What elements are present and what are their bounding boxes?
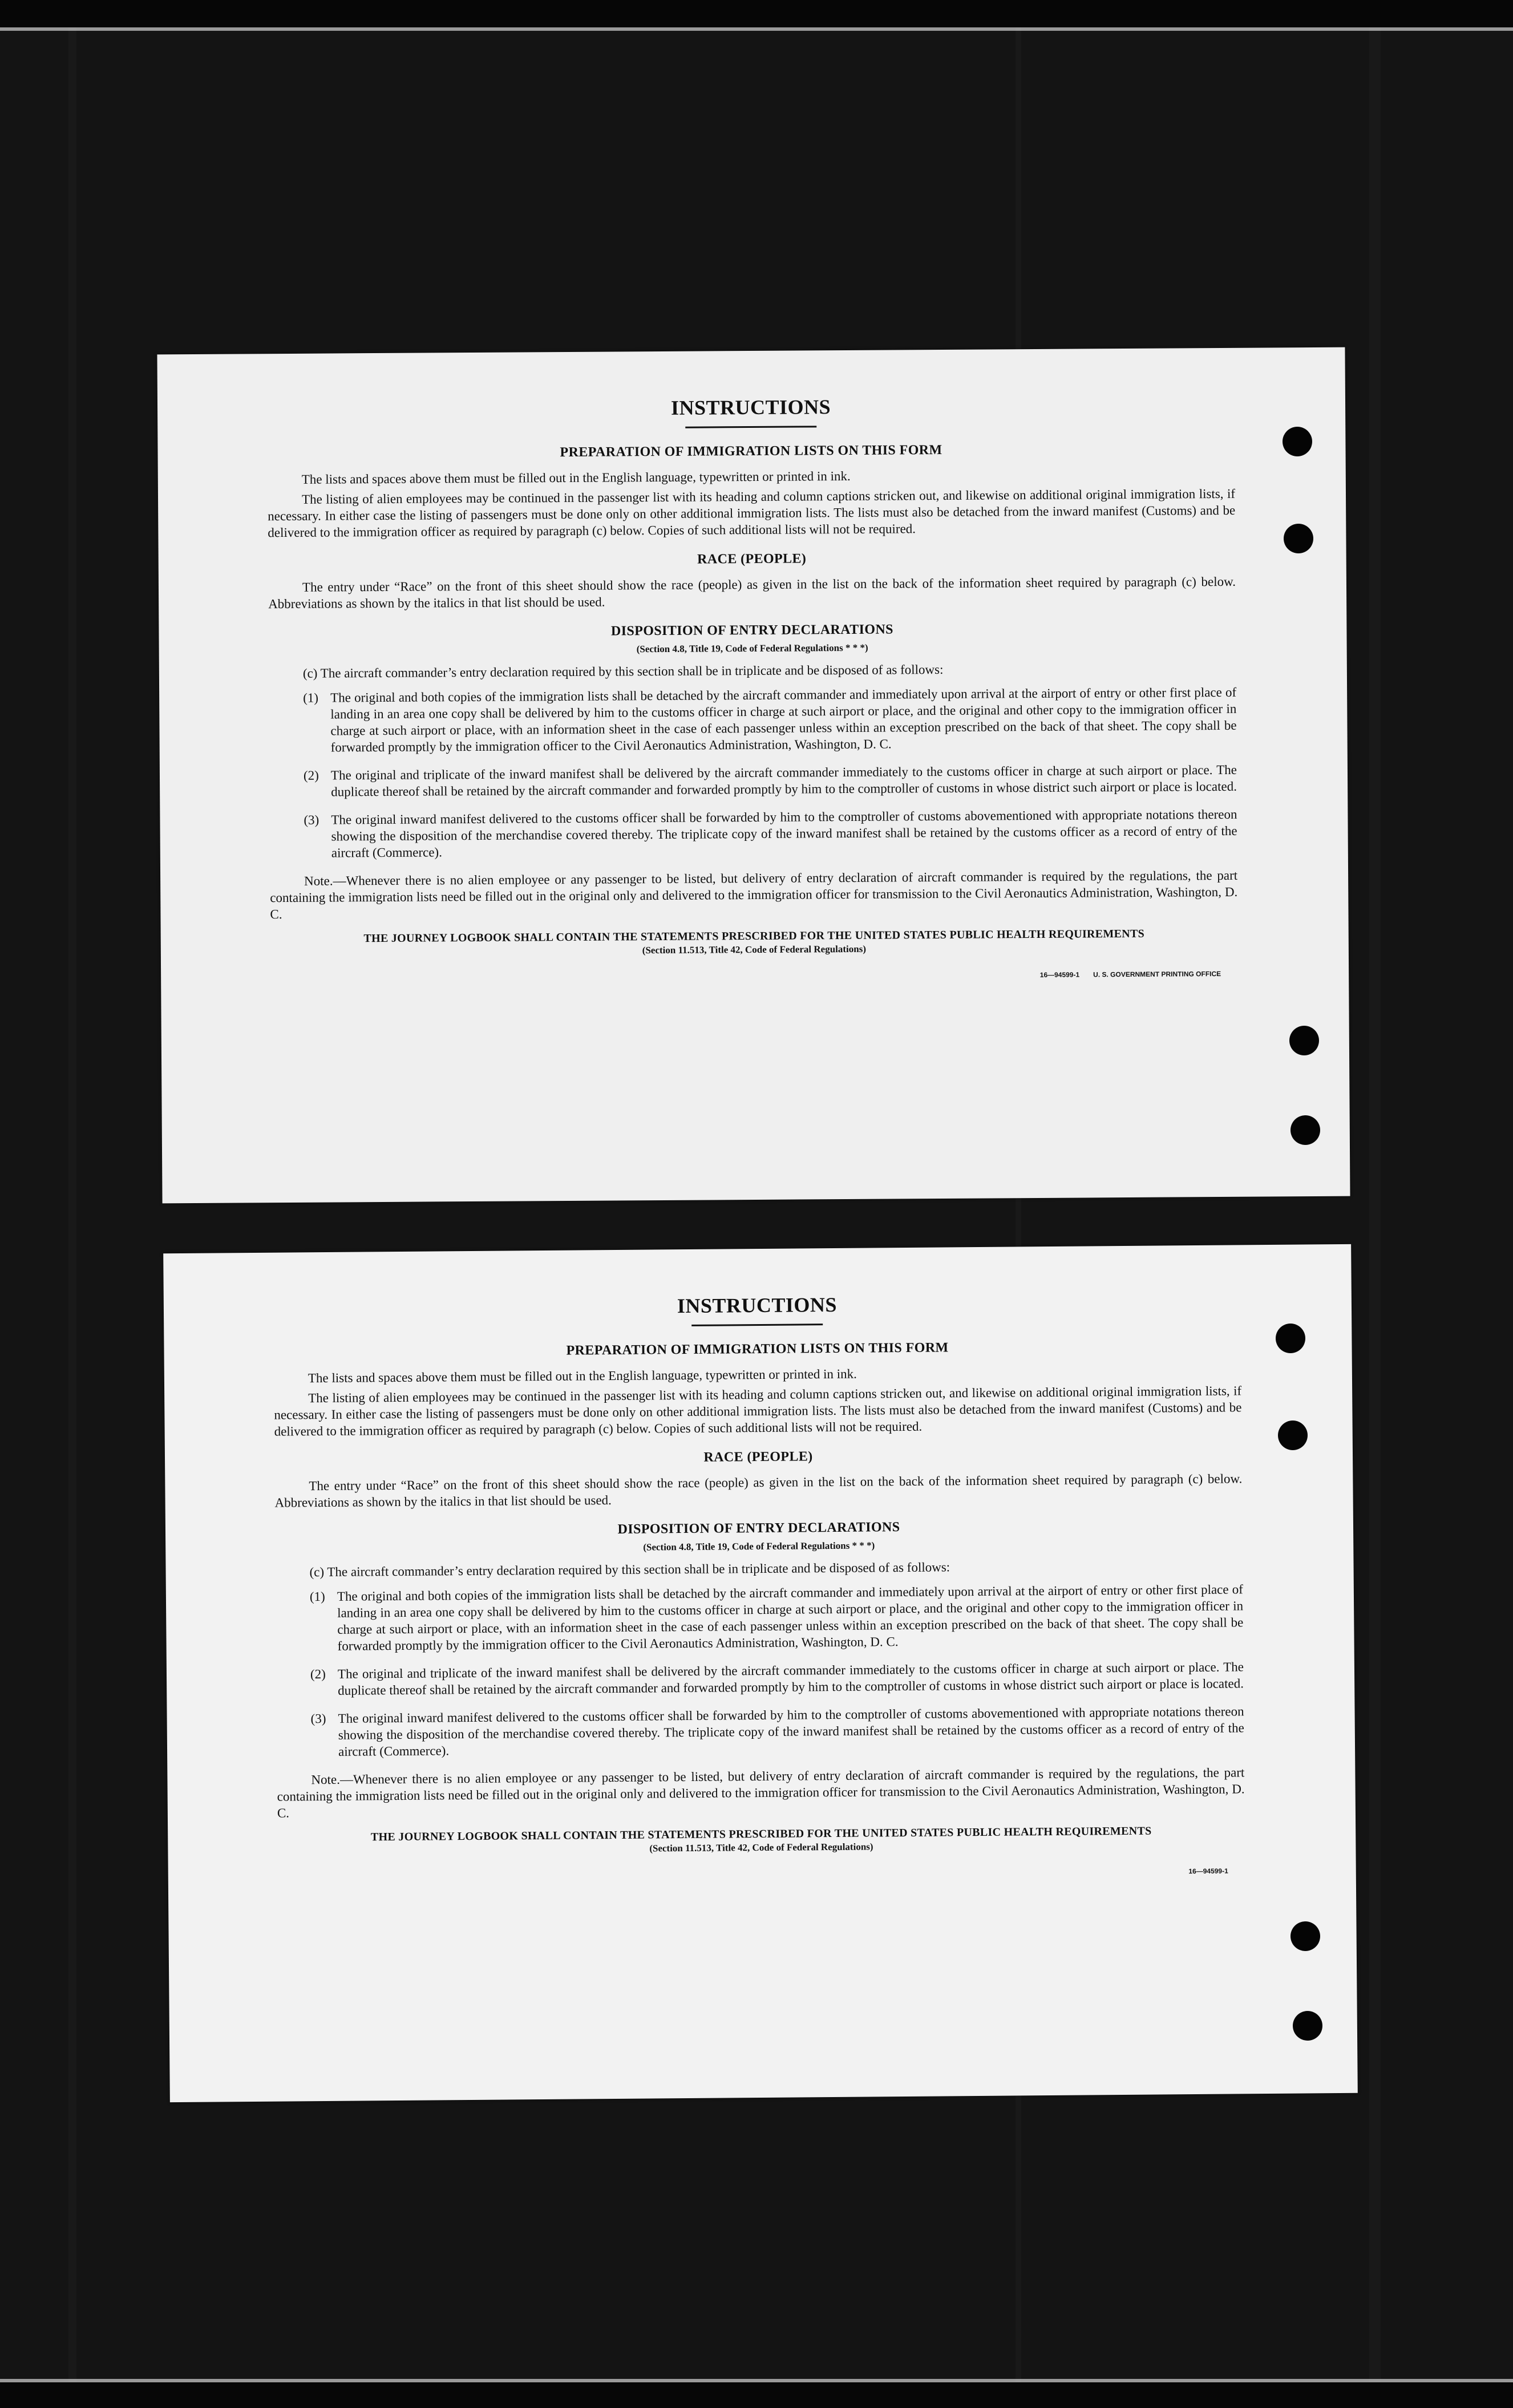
preparation-paragraph-2: The listing of alien employees may be continued in the passenger list with its heading and column captions stricken out, and likewise on additional original immigration lists, if necessary. In either case the listing of passengers must be done only on other additional immigration lists. The lists must also be detached from the inward manifest (Customs) and be delivered to the immigration officer as required by paragraph (c) below. Copies of such additional lists will not be required. (268, 486, 1236, 540)
form-footer (270, 970, 1238, 984)
item-text: The original and triplicate of the inward manifest shall be delivered by the aircraft commander immediately to the customs officer in charge at such airport or place. The duplicate thereof shall be retained by the aircraft commander and forwarded promptly by him to the comptroller of customs in whose district such airport or place is located. (330, 762, 1237, 799)
item-number: (3) (310, 1711, 326, 1726)
punch-hole (1289, 1026, 1319, 1055)
race-paragraph: The entry under “Race” on the front of this sheet should show the race (people) as given in the list on the back of the information sheet required by paragraph (c) below. Abbreviations as shown by the italics in that list should be used. (274, 1471, 1243, 1510)
journey-logbook-statement: THE JOURNEY LOGBOOK SHALL CONTAIN THE STATEMENTS PRESCRIBED FOR THE UNITED STATES PUBLIC HEALTH REQUIREMENTS (370, 1824, 1152, 1844)
disposition-heading: DISPOSITION OF ENTRY DECLARATIONS (610, 622, 893, 639)
punch-hole (1276, 1324, 1305, 1353)
form-number: 16—94599-1 (1188, 1867, 1228, 1876)
item-text: The original and both copies of the immigration lists shall be detached by the aircraft commander and immediately upon arrival at the airport of entry or other first place of landing in an area one copy shall be delivered by him to the customs officer in charge at such airport or place, and the original and other copy to the immigration officer in charge at such airport or place, with an information sheet in the case of each passenger unless within an exception prescribed on the back of that sheet. The copy shall be forwarded promptly by the immigration officer to the Civil Aeronautics Administration, Washington, D. C. (330, 685, 1237, 755)
punch-hole (1293, 2011, 1322, 2041)
item-text: The original inward manifest delivered to the customs officer shall be forwarded by him to the comptroller of customs abovementioned with appropriate notations thereon showing the disposition of the merchandise covered thereby. The triplicate copy of the inward manifest shall be retained by the customs officer as a record of entry of the aircraft (Commerce). (331, 807, 1237, 860)
punch-hole (1283, 427, 1312, 456)
disposition-item-3 (304, 806, 1237, 861)
item-number: (1) (309, 1589, 325, 1604)
race-heading: RACE (PEOPLE) (697, 551, 807, 567)
printer-credit: U. S. GOVERNMENT PRINTING OFFICE (1093, 970, 1221, 979)
disposition-lead: (c) The aircraft commander’s entry declaration required by this section shall be in triplicate and be disposed of as follows: (302, 662, 944, 681)
disposition-lead: (c) The aircraft commander’s entry declaration required by this section shall be in triplicate and be disposed of as follows: (309, 1560, 950, 1580)
race-heading: RACE (PEOPLE) (703, 1449, 813, 1465)
note-paragraph: Note.—Whenever there is no alien employee or any passenger to be listed, but delivery of entry declaration of aircraft commander is required by the regulations, the part containing the immigration lists need be filled out in the original only and delivered to the immigration officer for transmission to the Civil Aeronautics Administration, Washington, D. C. (270, 868, 1238, 922)
film-edge-top (0, 0, 1513, 27)
disposition-heading: DISPOSITION OF ENTRY DECLARATIONS (617, 1520, 900, 1537)
item-number: (1) (303, 690, 319, 705)
note-paragraph: Note.—Whenever there is no alien employee or any passenger to be listed, but delivery of entry declaration of aircraft commander is required by the regulations, the part containing the immigration lists need be filled out in the original only and delivered to the immigration officer for transmission to the Civil Aeronautics Administration, Washington, D. C. (277, 1765, 1245, 1820)
film-edge-line-top (0, 27, 1513, 31)
title-rule (691, 1324, 823, 1326)
sheet-title: INSTRUCTIONS (677, 1293, 838, 1318)
journey-logbook-statement: THE JOURNEY LOGBOOK SHALL CONTAIN THE STATEMENTS PRESCRIBED FOR THE UNITED STATES PUBLIC HEALTH REQUIREMENTS (363, 927, 1145, 945)
preparation-paragraph-2: The listing of alien employees may be continued in the passenger list with its heading and column captions stricken out, and likewise on additional original immigration lists, if necessary. In either case the listing of passengers must be done only on other additional immigration lists. The lists must also be detached from the inward manifest (Customs) and be delivered to the immigration officer as required by paragraph (c) below. Copies of such additional lists will not be required. (274, 1383, 1242, 1439)
film-edge-bottom (0, 2382, 1513, 2408)
punch-hole (1278, 1420, 1308, 1450)
item-number: (3) (304, 812, 319, 827)
disposition-citation: (Section 4.8, Title 19, Code of Federal Regulations * * *) (643, 1540, 875, 1553)
scan-stripe (68, 27, 76, 2382)
preparation-paragraph-1: The lists and spaces above them must be filled out in the English language, typewritten or printed in ink. (308, 1366, 857, 1386)
disposition-item-3 (310, 1703, 1244, 1760)
item-number: (2) (310, 1666, 326, 1682)
form-footer (278, 1867, 1245, 1882)
instruction-sheet-1 (157, 347, 1350, 1204)
disposition-item-1 (310, 1581, 1244, 1654)
punch-hole (1284, 524, 1313, 553)
preparation-heading: PREPARATION OF IMMIGRATION LISTS ON THIS FORM (560, 442, 942, 460)
item-text: The original inward manifest delivered to the customs officer shall be forwarded by him to the comptroller of customs abovementioned with appropriate notations thereon showing the disposition of the merchandise covered thereby. The triplicate copy of the inward manifest shall be retained by the customs officer as a record of entry of the aircraft (Commerce). (338, 1704, 1244, 1759)
disposition-item-2 (310, 1658, 1244, 1699)
title-rule (685, 426, 816, 428)
punch-hole (1290, 1921, 1320, 1951)
form-number: 16—94599-1 (1039, 970, 1080, 979)
disposition-citation: (Section 4.8, Title 19, Code of Federal Regulations * * *) (636, 642, 868, 655)
item-text: The original and both copies of the immigration lists shall be detached by the aircraft commander and immediately upon arrival at the airport of entry or other first place of landing in an area one copy shall be delivered by him to the customs officer in charge at such airport or place, and the original and other copy to the immigration officer in charge at such airport or place, with an information sheet in the case of each passenger unless within an exception prescribed on the back of that sheet. The copy shall be forwarded promptly by the immigration officer to the Civil Aeronautics Administration, Washington, D. C. (337, 1582, 1244, 1653)
scan-stripe (1369, 27, 1381, 2382)
item-text: The original and triplicate of the inward manifest shall be delivered by the aircraft commander immediately to the customs officer in charge at such airport or place. The duplicate thereof shall be retained by the aircraft commander and forwarded promptly by him to the comptroller of customs in whose district such airport or place is located. (337, 1660, 1244, 1698)
disposition-item-1 (303, 684, 1237, 756)
item-number: (2) (303, 768, 319, 783)
punch-hole (1290, 1115, 1320, 1145)
race-paragraph: The entry under “Race” on the front of this sheet should show the race (people) as given in the list on the back of the information sheet required by paragraph (c) below. Abbreviations as shown by the italics in that list should be used. (268, 574, 1236, 612)
sheet-title: INSTRUCTIONS (670, 395, 831, 419)
sheet-content (273, 1289, 1245, 1882)
preparation-heading: PREPARATION OF IMMIGRATION LISTS ON THIS FORM (566, 1340, 949, 1358)
sheet-content (267, 392, 1238, 984)
journey-logbook-citation: (Section 11.513, Title 42, Code of Federal Regulations) (649, 1841, 873, 1854)
disposition-item-2 (304, 762, 1237, 800)
instruction-sheet-2 (163, 1244, 1358, 2102)
journey-logbook-citation: (Section 11.513, Title 42, Code of Federal Regulations) (642, 943, 867, 956)
preparation-paragraph-1: The lists and spaces above them must be filled out in the English language, typewritten or printed in ink. (301, 468, 851, 487)
